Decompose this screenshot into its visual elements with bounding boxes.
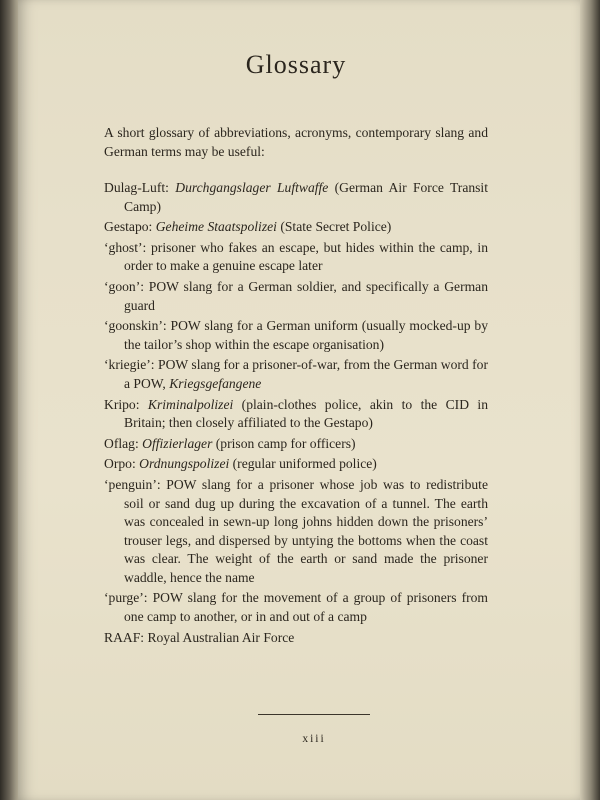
glossary-entry xyxy=(104,356,488,393)
page-content xyxy=(104,50,488,649)
entry-text: POW slang for a prisoner-of-war, from the German word for a POW, xyxy=(124,357,488,391)
entry-term: ‘ghost’: xyxy=(104,239,151,255)
glossary-entry xyxy=(104,239,488,276)
entry-text: POW slang for a prisoner whose job was to redistribute soil or sand dug up during the excavation of a tunnel. The earth was concealed in sewn-up long johns hidden down the prisoners’ trouser legs, and dispersed by untying the bottoms when the coast was clear. The weight of the earth or sand made the prisoner waddle, hence the name xyxy=(124,476,488,585)
footer-rule xyxy=(258,714,370,715)
glossary-entry xyxy=(104,435,488,454)
glossary-entry xyxy=(104,179,488,216)
glossary-entry xyxy=(104,218,488,237)
intro-paragraph: A short glossary of abbreviations, acronyms, contemporary slang and German terms may be useful: xyxy=(104,125,488,159)
entry-italic: Ordnungspolizei xyxy=(139,456,230,472)
page-edge-shadow xyxy=(580,0,600,800)
glossary-entry xyxy=(104,589,488,626)
glossary-entry xyxy=(104,317,488,354)
entry-text: (German Air Force Transit Camp) xyxy=(124,180,488,214)
entry-text: POW slang for the movement of a group of prisoners from one camp to another, or in and out of a camp xyxy=(124,590,489,625)
entry-italic: Geheime Staatspolizei xyxy=(155,219,277,235)
entry-term: Gestapo: xyxy=(104,219,156,235)
glossary-entry xyxy=(104,396,488,433)
page-title: Glossary xyxy=(245,50,347,79)
glossary-list xyxy=(104,179,488,647)
entry-term: ‘kriegie’: xyxy=(104,357,159,373)
entry-term: Orpo: xyxy=(104,456,140,472)
entry-term: Oflag: xyxy=(104,435,143,451)
entry-italic-after: Kriegsgefangene xyxy=(169,375,262,391)
glossary-entry xyxy=(104,476,488,588)
entry-term: Dulag-Luft: xyxy=(104,180,176,195)
glossary-entry xyxy=(104,629,488,648)
entry-italic: Offizierlager xyxy=(142,435,213,451)
entry-term: RAAF: xyxy=(104,629,148,645)
entry-text: (prison camp for officers) xyxy=(212,435,356,451)
entry-term: ‘penguin’: xyxy=(104,476,167,492)
glossary-entry xyxy=(104,455,488,474)
entry-text: POW slang for a German uniform (usually mocked-up by the tailor’s shop within the escape organisation) xyxy=(124,318,488,352)
entry-text: (State Secret Police) xyxy=(276,219,392,235)
glossary-entry xyxy=(104,278,488,315)
entry-term: ‘goon’: xyxy=(104,278,149,294)
entry-text: POW slang for a German soldier, and specifically a German guard xyxy=(124,278,488,313)
entry-text: (plain-clothes police, akin to the CID in Britain; then closely affiliated to the Gestapo) xyxy=(124,396,489,431)
entry-text: prisoner who fakes an escape, but hides within the camp, in order to make a genuine escape later xyxy=(124,239,488,274)
book-page xyxy=(18,0,584,800)
entry-term: ‘goonskin’: xyxy=(104,318,171,334)
entry-text: Royal Australian Air Force xyxy=(147,629,295,645)
entry-term: ‘purge’: xyxy=(104,590,153,606)
entry-italic: Kriminalpolizei xyxy=(147,396,234,412)
entry-italic: Durchgangslager Luftwaffe xyxy=(175,180,329,195)
entry-term: Kripo: xyxy=(104,396,148,412)
page-number: xiii xyxy=(302,733,326,745)
entry-text: (regular uniformed police) xyxy=(229,456,377,472)
